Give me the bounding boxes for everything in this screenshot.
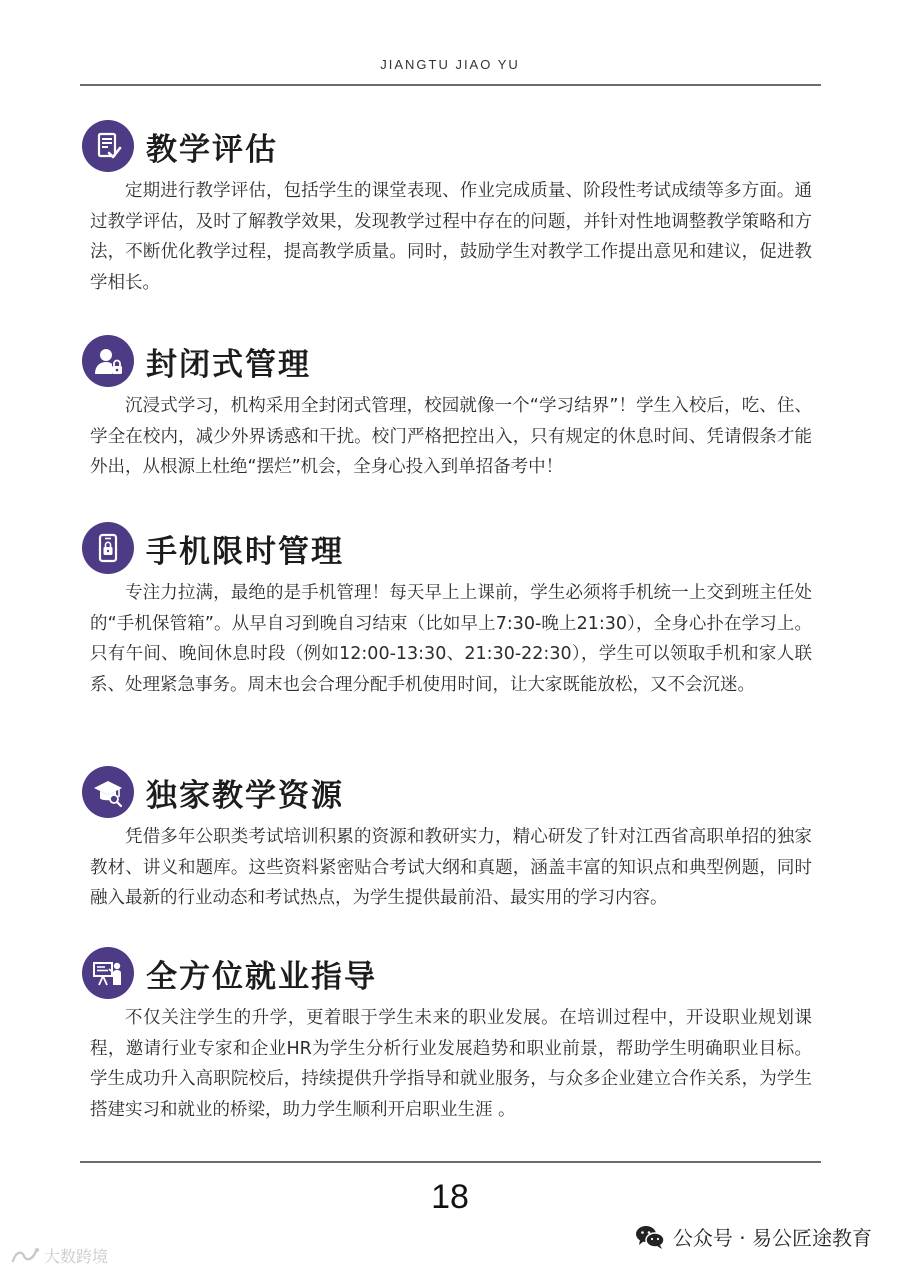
running-header: JIANGTU JIAO YU (380, 57, 520, 72)
section-body: 凭借多年公职类考试培训积累的资源和教研实力，精心研发了针对江西省高职单招的独家教材、讲义和题库。这些资料紧密贴合考试大纲和真题，涵盖丰富的知识点和典型例题，同时融入最新的行业动态和考试热点，为学生提供最前沿、最实用的学习内容。 (90, 827, 812, 908)
section-title: 全方位就业指导 (146, 958, 377, 995)
presentation-board-icon (82, 947, 134, 999)
graduation-cap-icon (82, 766, 134, 818)
section-body: 不仅关注学生的升学，更着眼于学生未来的职业发展。在培训过程中，开设职业规划课程，邀请行业专家和企业HR为学生分析行业发展趋势和职业前景，帮助学生明确职业目标。学生成功升入高职院校后，持续提供升学指导和就业服务，与众多企业建立合作关系，为学生搭建实习和就业的桥梁，助力学生顺利开启职业生涯 。 (90, 1008, 812, 1120)
page-number: 18 (431, 1178, 469, 1216)
watermark-logo-icon (10, 1246, 40, 1266)
section-title: 手机限时管理 (146, 533, 344, 570)
header-rule (80, 84, 821, 86)
section-title: 教学评估 (146, 131, 278, 168)
document-check-icon (82, 120, 134, 172)
person-lock-icon (82, 335, 134, 387)
section-closed-management (82, 333, 812, 483)
section-body: 沉浸式学习，机构采用全封闭式管理，校园就像一个“学习结界”！学生入校后，吃、住、学全在校内，减少外界诱惑和干扰。校门严格把控出入，只有规定的休息时间、凭请假条才能外出，从根源上杜绝“摆烂”机会，全身心投入到单招备考中！ (90, 396, 812, 477)
wechat-icon (635, 1224, 665, 1250)
section-body: 专注力拉满，最绝的是手机管理！每天早上上课前，学生必须将手机统一上交到班主任处的“手机保管箱”。从早自习到晚自习结束（比如早上7:30-晚上21:30），全身心扑在学习上。只有午间、晚间休息时段（例如12:00-13:30、21:30-22:30），学生可以领取手机和家人联系、处理紧急事务。周末也会合理分配手机使用时间，让大家既能放松，又不会沉迷。 (90, 583, 812, 695)
watermark-text: 大数跨境 (44, 1247, 109, 1266)
footer-brand (635, 1222, 872, 1251)
section-title: 独家教学资源 (146, 777, 344, 814)
footer-rule (80, 1161, 821, 1163)
section-phone-management (82, 520, 812, 700)
section-body: 定期进行教学评估，包括学生的课堂表现、作业完成质量、阶段性考试成绩等多方面。通过教学评估，及时了解教学效果，发现教学过程中存在的问题，并针对性地调整教学策略和方法，不断优化教学过程，提高教学质量。同时，鼓励学生对教学工作提出意见和建议，促进教学相长。 (90, 181, 812, 293)
section-exclusive-resources (82, 764, 812, 914)
section-title: 封闭式管理 (146, 346, 311, 383)
footer-brand-text: 公众号 · 易公匠途教育 (672, 1226, 872, 1250)
phone-lock-icon (82, 522, 134, 574)
section-career-guidance (82, 945, 812, 1125)
watermark (10, 1244, 108, 1267)
section-teaching-evaluation (82, 118, 812, 298)
